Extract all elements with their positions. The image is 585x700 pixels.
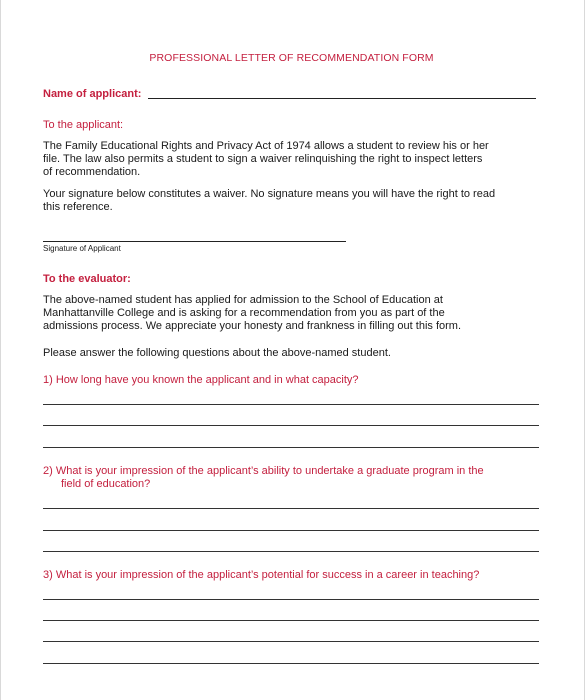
waiver-paragraph [43, 188, 543, 214]
ferpa-line-1: The Family Educational Rights and Privacy Act of 1974 allows a student to review his or her [43, 140, 489, 152]
answer-1-line-3[interactable] [43, 447, 539, 448]
answer-3-line-3[interactable] [43, 641, 539, 642]
form-title: PROFESSIONAL LETTER OF RECOMMENDATION FORM [149, 52, 434, 64]
ferpa-paragraph [43, 140, 543, 179]
question-1-text: 1) How long have you known the applicant and in what capacity? [43, 374, 359, 386]
answer-3-line-1[interactable] [43, 599, 539, 600]
question-2-text: 2) What is your impression of the applicant’s ability to undertake a graduate program in the [43, 465, 484, 477]
question-2 [43, 465, 543, 491]
applicant-name-label: Name of applicant: [43, 88, 142, 100]
question-1 [43, 374, 543, 387]
answer-1-line-2[interactable] [43, 425, 539, 426]
answer-2-line-2[interactable] [43, 530, 539, 531]
applicant-name-field[interactable] [148, 98, 536, 99]
signature-field[interactable] [43, 241, 346, 242]
answer-3-line-2[interactable] [43, 620, 539, 621]
answer-1-line-1[interactable] [43, 404, 539, 405]
question-3-text: 3) What is your impression of the applicant’s potential for success in a career in teaching? [43, 569, 480, 581]
question-3 [43, 569, 543, 582]
ferpa-line-2: file. The law also permits a student to sign a waiver relinquishing the right to inspect letters [43, 153, 483, 165]
instruction-text: Please answer the following questions about the above-named student. [43, 347, 391, 359]
evaluator-line-3: admissions process. We appreciate your honesty and frankness in filling out this form. [43, 320, 461, 332]
answer-2-line-1[interactable] [43, 508, 539, 509]
waiver-line-1: Your signature below constitutes a waiver. No signature means you will have the right to read [43, 188, 496, 200]
evaluator-line-1: The above-named student has applied for admission to the School of Education at [43, 294, 443, 306]
evaluator-line-2: Manhattanville College and is asking for a recommendation from you as part of the [43, 307, 445, 319]
to-evaluator-heading: To the evaluator: [43, 273, 131, 285]
waiver-line-2: this reference. [43, 201, 113, 213]
answer-3-line-4[interactable] [43, 663, 539, 664]
ferpa-line-3: of recommendation. [43, 166, 141, 178]
evaluator-paragraph [43, 294, 543, 333]
signature-caption: Signature of Applicant [43, 244, 121, 253]
question-2-text-cont: field of education? [61, 478, 151, 490]
to-applicant-heading: To the applicant: [43, 119, 124, 131]
answer-2-line-3[interactable] [43, 551, 539, 552]
